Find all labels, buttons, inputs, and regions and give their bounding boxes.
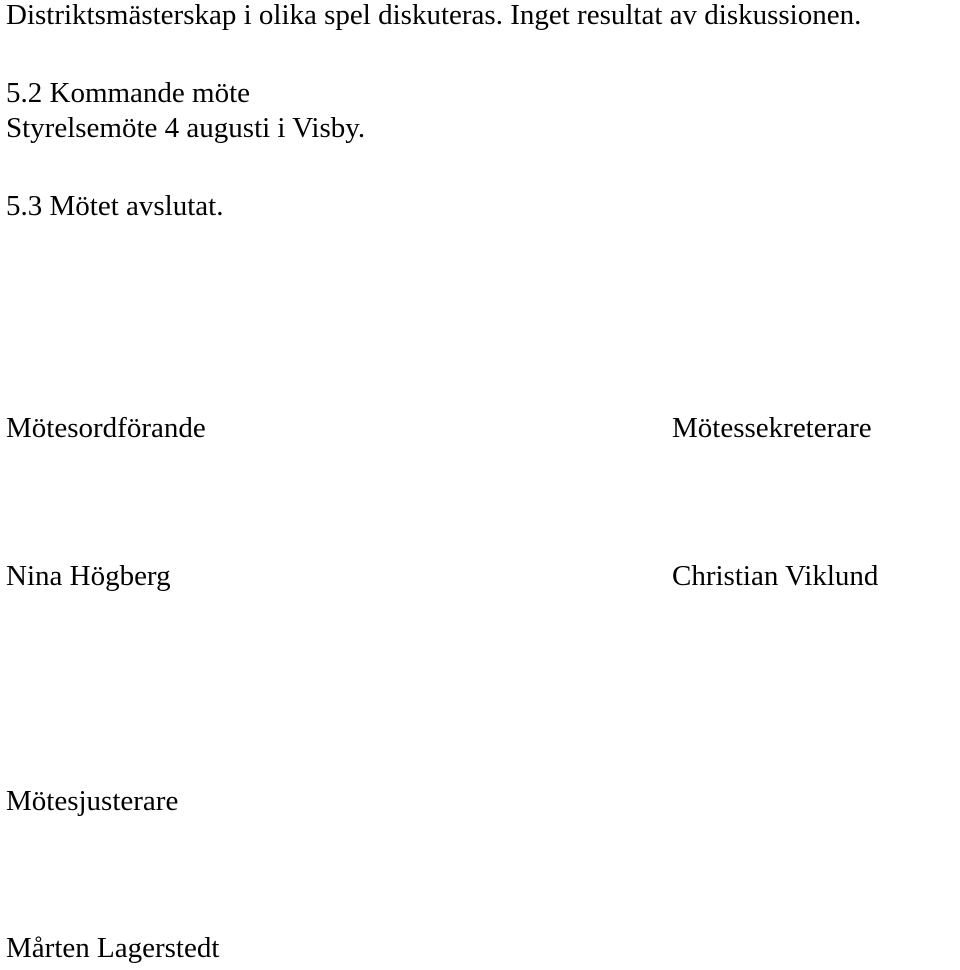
- signature-role-chair: Mötesordförande: [6, 412, 206, 444]
- section-heading-meeting-closed: 5.3 Mötet avslutat.: [6, 190, 224, 222]
- signature-name-secretary: Christian Viklund: [672, 560, 879, 592]
- paragraph-district-championship: Distriktsmästerskap i olika spel diskuteras. Inget resultat av diskussionen.: [6, 0, 862, 31]
- signature-role-secretary: Mötessekreterare: [672, 412, 872, 444]
- section-heading-next-meeting: 5.2 Kommande möte: [6, 77, 251, 109]
- signature-role-adjuster: Mötesjusterare: [6, 785, 179, 817]
- paragraph-next-meeting: Styrelsemöte 4 augusti i Visby.: [6, 112, 366, 144]
- signature-name-adjuster: Mårten Lagerstedt: [6, 932, 220, 964]
- signature-name-chair: Nina Högberg: [6, 560, 171, 592]
